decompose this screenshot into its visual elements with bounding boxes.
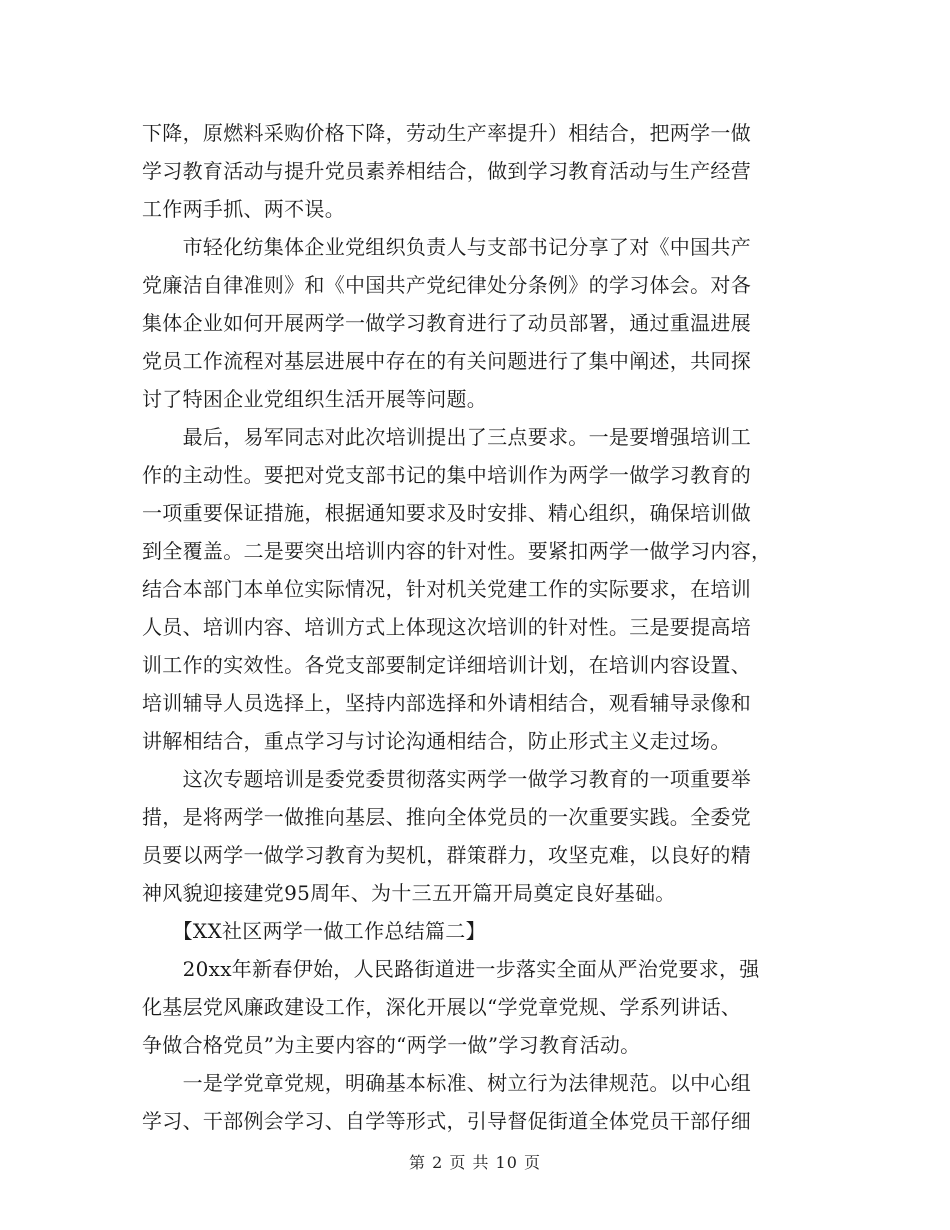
text-line: 一是学党章党规，明确基本标准、树立行为法律规范。以中心组 [142, 1071, 751, 1095]
text-line: 神风貌迎接建党95周年、为十三五开篇开局奠定良好基础。 [142, 881, 676, 905]
text-line: 人员、培训内容、培训方式上体现这次培训的针对性。三是要提高培 [142, 615, 751, 639]
page-footer: 第 2 页 共 10 页 [409, 1153, 541, 1172]
text-line: 集体企业如何开展两学一做学习教育进行了动员部署，通过重温进展 [142, 311, 751, 335]
text-line: 结合本部门本单位实际情况，针对机关党建工作的实际要求，在培训 [142, 577, 751, 601]
text-line: 员要以两学一做学习教育为契机，群策群力，攻坚克难，以良好的精 [142, 843, 751, 867]
text-line: 学习教育活动与提升党员素养相结合，做到学习教育活动与生产经营 [142, 159, 751, 183]
text-line: 【XX社区两学一做工作总结篇二】 [142, 919, 486, 943]
text-line: 讲解相结合，重点学习与讨论沟通相结合，防止形式主义走过场。 [142, 729, 731, 753]
text-line: 作的主动性。要把对党支部书记的集中培训作为两学一做学习教育的 [142, 463, 751, 487]
text-line: 这次专题培训是委党委贯彻落实两学一做学习教育的一项重要举 [142, 767, 751, 791]
text-line: 到全覆盖。二是要突出培训内容的针对性。要紧扣两学一做学习内容， [142, 539, 772, 563]
text-line: 措，是将两学一做推向基层、推向全体党员的一次重要实践。全委党 [142, 805, 751, 829]
text-line: 党廉洁自律准则》和《中国共产党纪律处分条例》的学习体会。对各 [142, 273, 751, 297]
document-body [142, 114, 804, 1140]
text-line: 培训辅导人员选择上，坚持内部选择和外请相结合，观看辅导录像和 [142, 691, 751, 715]
text-line: 党员工作流程对基层进展中存在的有关问题进行了集中阐述，共同探 [142, 349, 751, 373]
text-line: 讨了特困企业党组织生活开展等问题。 [142, 387, 488, 411]
text-line: 学习、干部例会学习、自学等形式，引导督促街道全体党员干部仔细 [142, 1109, 751, 1133]
text-line: 训工作的实效性。各党支部要制定详细培训计划，在培训内容设置、 [142, 653, 751, 677]
text-line: 市轻化纺集体企业党组织负责人与支部书记分享了对《中国共产 [142, 235, 751, 259]
text-line: 争做合格党员”为主要内容的“两学一做”学习教育活动。 [142, 1033, 641, 1057]
text-line: 最后，易军同志对此次培训提出了三点要求。一是要增强培训工 [142, 425, 751, 449]
text-line: 下降，原燃料采购价格下降，劳动生产率提升）相结合，把两学一做 [142, 121, 751, 145]
text-line: 化基层党风廉政建设工作，深化开展以“学党章党规、学系列讲话、 [142, 995, 742, 1019]
text-line: 工作两手抓、两不误。 [142, 197, 345, 221]
text-line: 一项重要保证措施，根据通知要求及时安排、精心组织，确保培训做 [142, 501, 751, 525]
text-line: 20xx年新春伊始，人民路街道进一步落实全面从严治党要求，强 [142, 957, 760, 981]
